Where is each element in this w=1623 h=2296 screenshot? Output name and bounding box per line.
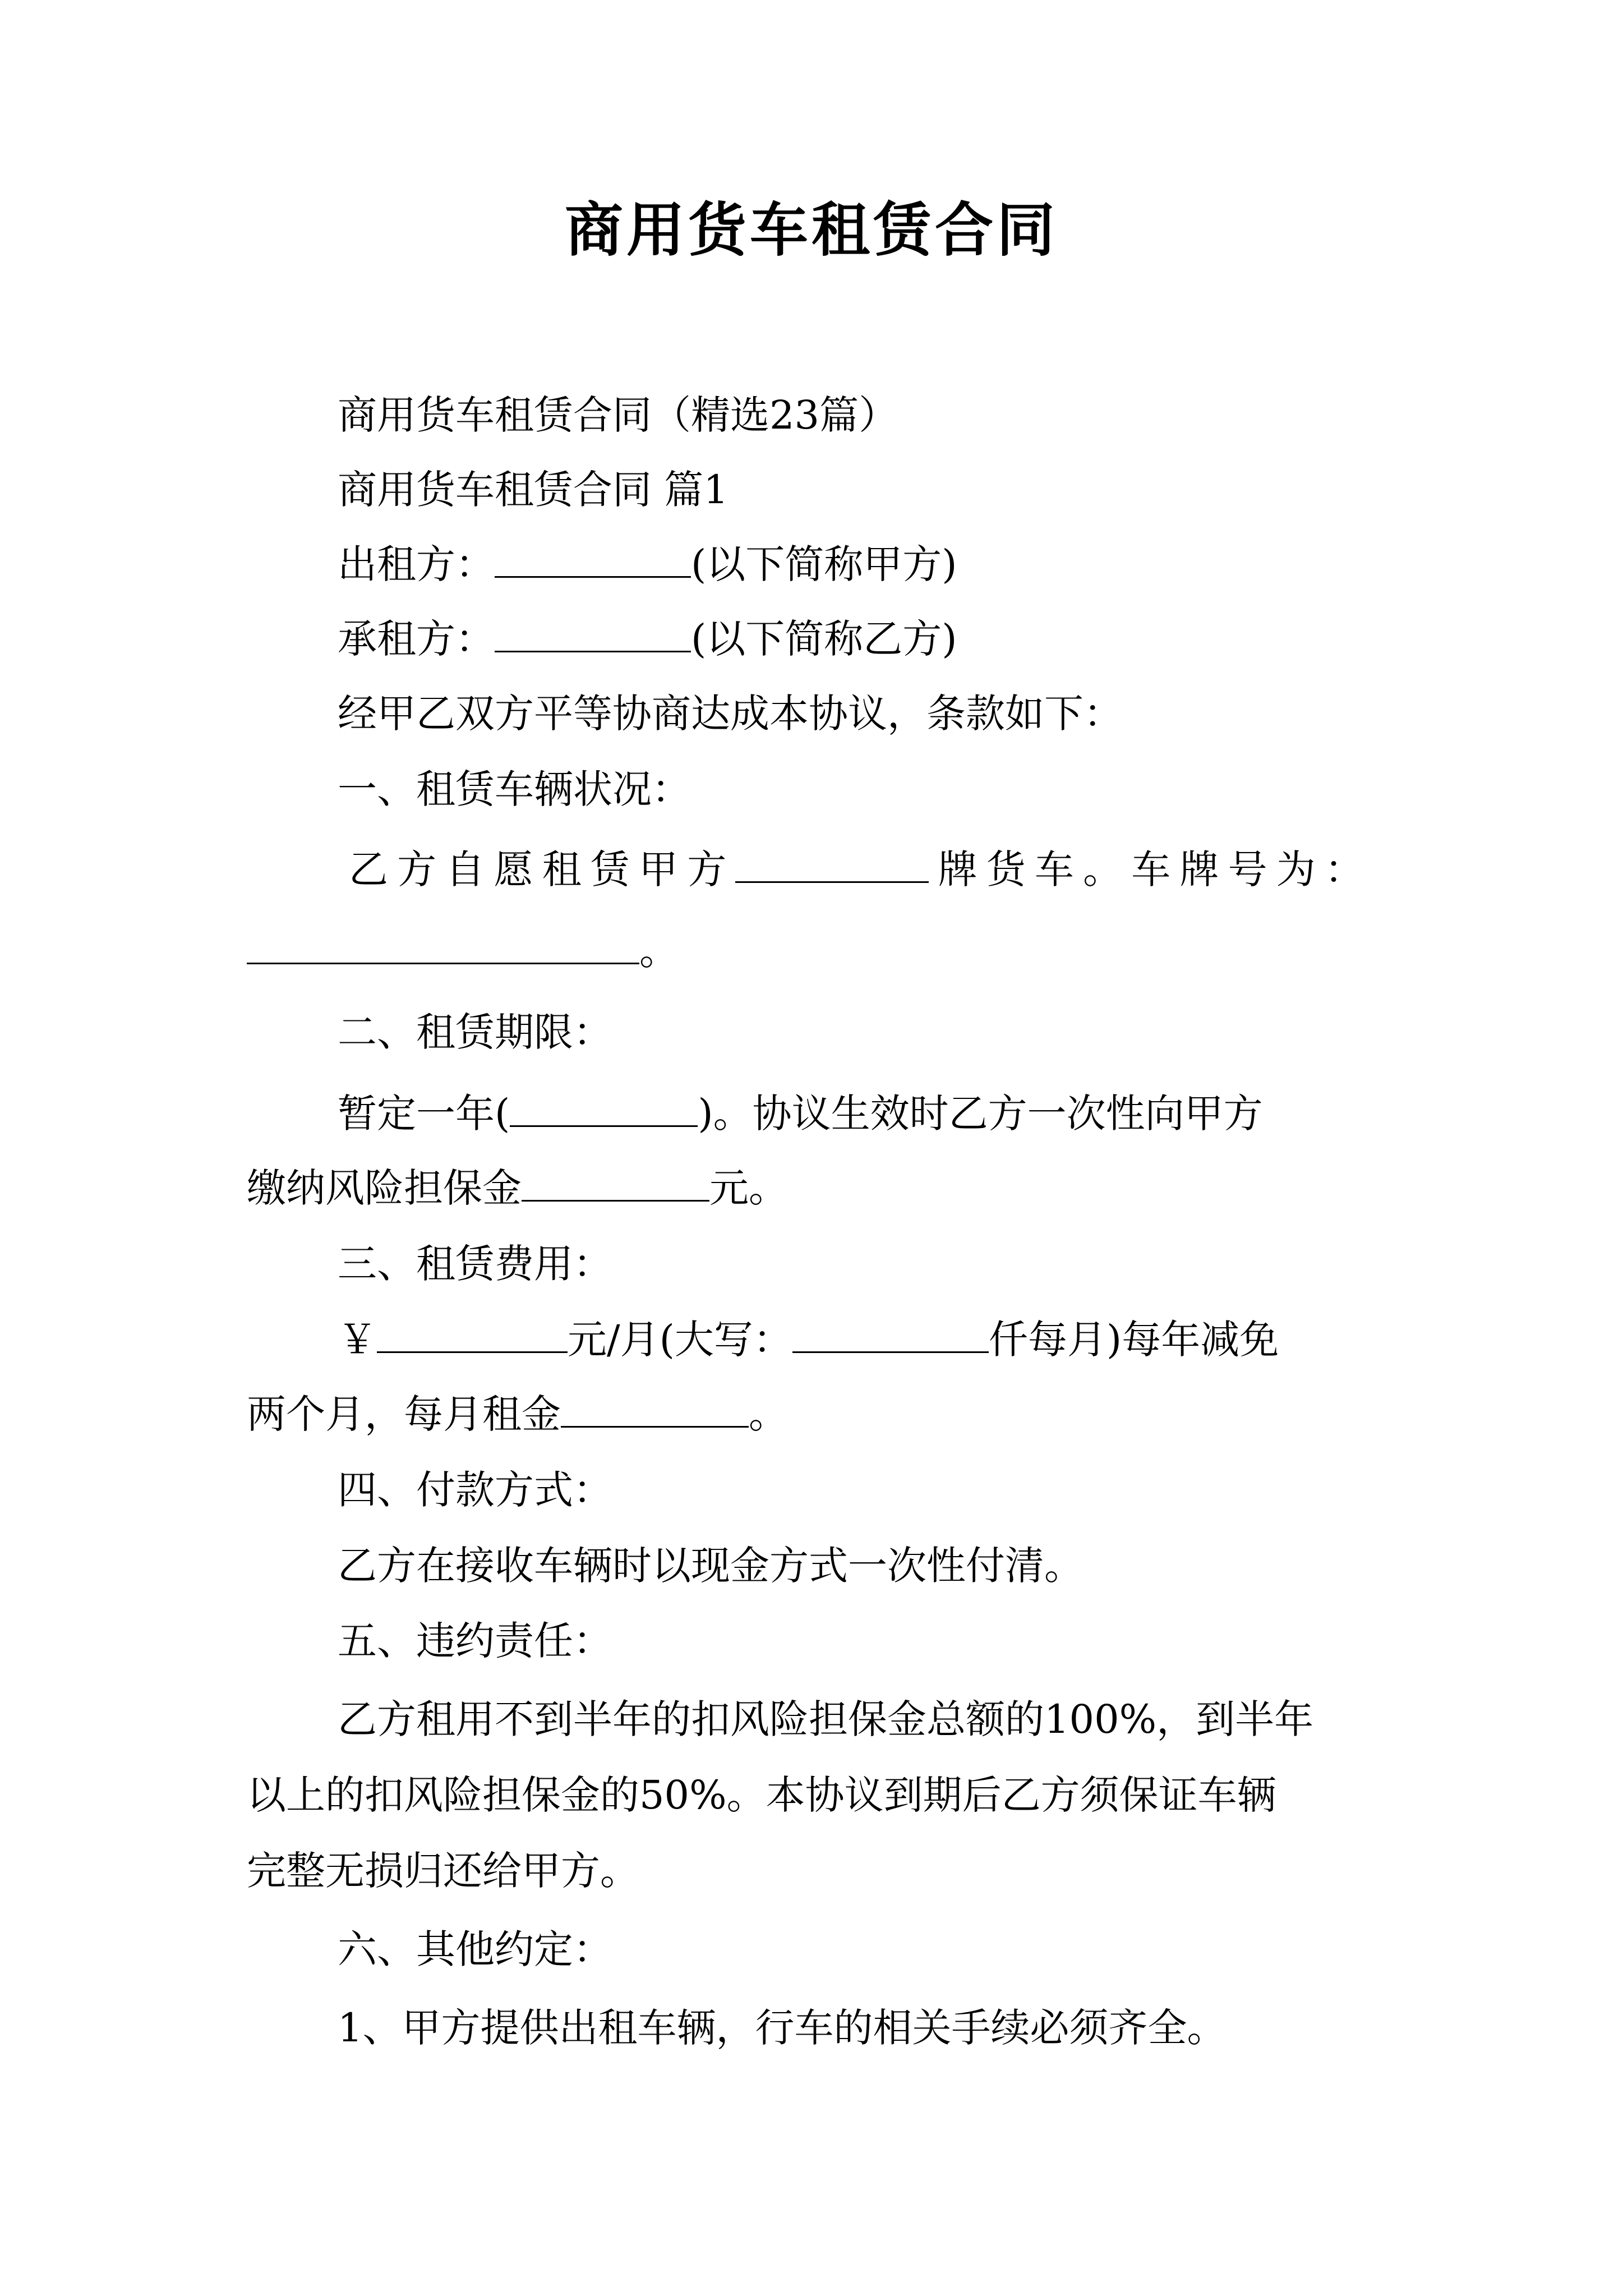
- clause1-line2: [0, 923, 1623, 979]
- clause1-line1: [349, 841, 1364, 898]
- clause5-title: 五、违约责任：: [338, 1618, 612, 1664]
- clause3-line1: [0, 1312, 1623, 1368]
- clause5-line2: 以上的扣风险担保金的50%。本协议到期后乙方须保证车辆: [247, 1772, 1276, 1818]
- clause6-title: 六、其他约定：: [338, 1926, 612, 1972]
- clause1-char: 车: [1131, 846, 1171, 892]
- lessor-suffix: (以下简称甲方): [691, 541, 957, 587]
- brand-blank: [735, 846, 929, 883]
- lessor-blank: [495, 541, 691, 578]
- clause2-text-b: )。协议生效时乙方一次性向甲方: [698, 1091, 1263, 1137]
- intro-text: 经甲乙双方平等协商达成本协议，条款如下：: [338, 691, 1123, 737]
- clause3-text-b: 元/月(大写：: [568, 1317, 792, 1363]
- lessee-suffix: (以下简称乙方): [691, 616, 957, 662]
- clause1-char: ：: [1324, 846, 1364, 892]
- clause3-line2: [0, 1386, 1623, 1442]
- document-subtitle: 商用货车租赁合同（精选23篇）: [338, 392, 898, 438]
- clause1-title: 一、租赁车辆状况：: [338, 766, 691, 812]
- clause2-text-a: 暂定一年(: [338, 1091, 510, 1137]
- clause1-char: 牌: [1179, 846, 1219, 892]
- clause1-char: 愿: [494, 846, 533, 892]
- clause4-text: 乙方在接收车辆时以现金方式一次性付清。: [338, 1543, 1083, 1589]
- clause1-char: 乙: [349, 846, 388, 892]
- clause3-text-d: 两个月，每月租金: [247, 1391, 561, 1437]
- clause2-line2: [0, 1160, 1623, 1216]
- clause2-text-c: 缴纳风险担保金: [247, 1165, 522, 1211]
- lessee-label: 承租方：: [338, 616, 495, 662]
- rent-amount-blank: [377, 1317, 568, 1353]
- clause1-char: 。: [1083, 846, 1123, 892]
- clause1-char: 甲: [639, 846, 679, 892]
- clause6-item1: 1、甲方提供出租车辆，行车的相关手续必须齐全。: [338, 2005, 1227, 2051]
- clause1-char: 赁: [590, 846, 630, 892]
- clause1-char: 货: [986, 846, 1026, 892]
- clause1-char: 租: [542, 846, 582, 892]
- clause3-title: 三、租赁费用：: [338, 1241, 612, 1287]
- clause1-char: 为: [1276, 846, 1316, 892]
- clause5-line1: 乙方租用不到半年的扣风险担保金总额的100%，到半年: [338, 1696, 1314, 1742]
- rent-uppercase-blank: [792, 1317, 989, 1353]
- term-blank: [510, 1091, 698, 1127]
- section-heading: 商用货车租赁合同 篇1: [338, 467, 728, 513]
- clause1-char: 方: [687, 846, 727, 892]
- clause1-char: 牌: [938, 846, 978, 892]
- document-title: 商用货车租赁合同: [564, 195, 1058, 264]
- clause2-line1: [0, 1085, 1623, 1142]
- clause1-char: 自: [445, 846, 485, 892]
- plate-number-blank: [247, 928, 639, 964]
- yen-sign: ￥: [338, 1317, 377, 1363]
- clause1-char: 号: [1228, 846, 1267, 892]
- lessor-label: 出租方：: [338, 541, 495, 587]
- clause2-title: 二、租赁期限：: [338, 1009, 612, 1055]
- clause2-text-d: 元。: [709, 1165, 788, 1211]
- lessee-blank: [495, 616, 691, 652]
- clause3-text-e: 。: [749, 1391, 788, 1437]
- clause1-char: 车: [1034, 846, 1074, 892]
- clause1-end: 。: [639, 928, 679, 974]
- clause3-text-c: 仟每月)每年减免: [988, 1317, 1279, 1363]
- lessor-line: [0, 536, 1623, 592]
- lessee-line: [0, 611, 1623, 667]
- clause5-line3: 完整无损归还给甲方。: [247, 1848, 639, 1894]
- clause1-char: 方: [397, 846, 437, 892]
- monthly-rent-blank: [561, 1391, 749, 1428]
- clause4-title: 四、付款方式：: [338, 1467, 612, 1513]
- deposit-blank: [522, 1165, 709, 1202]
